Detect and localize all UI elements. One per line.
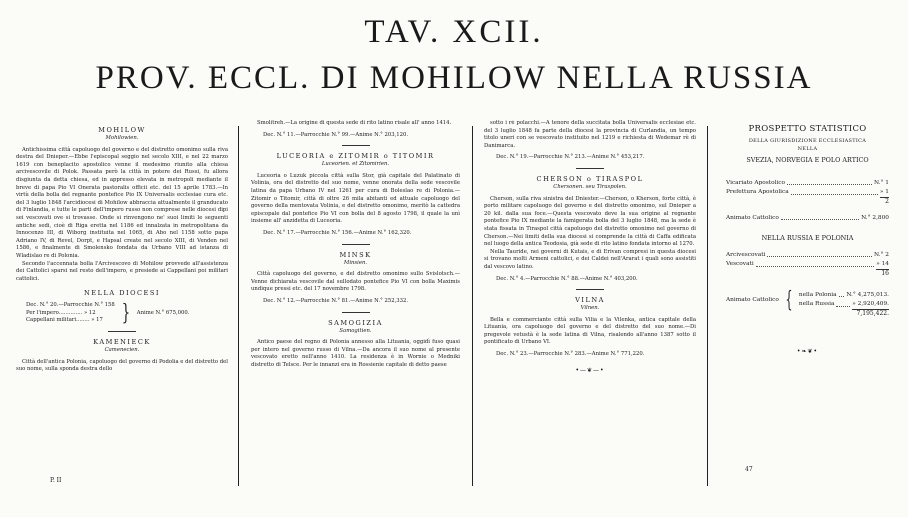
paragraph: Smolitreh.—La origine di questa sede di rito latino risale all' anno 1414. bbox=[257, 120, 452, 126]
stat-line: Dec. N.° 20.—Parrocchie N.° 158 bbox=[26, 302, 115, 309]
column-4-statistics bbox=[720, 120, 895, 500]
section-subtitle: Samogitien. bbox=[339, 327, 372, 334]
brace-icon: { bbox=[785, 288, 793, 314]
stat-line: Dec. N.° 19.—Parrocchie N.° 213.—Anime N.° 453,217. bbox=[496, 154, 645, 161]
section-heading-kamenieck: KAMENIECK bbox=[93, 338, 151, 347]
stat-line: Dec. N.° 12.—Parrocchie N.° 81.—Anime N.° 252,332. bbox=[263, 297, 409, 304]
page-number: 47 bbox=[745, 466, 753, 473]
stats-total: 16 bbox=[881, 269, 889, 277]
section-heading-cherson: CHERSON o TIRASPOL bbox=[536, 174, 644, 183]
ornament-icon: •—❦—• bbox=[575, 366, 605, 374]
section-heading-luceoria: LUCEORIA e ZITOMIR o TITOMIR bbox=[276, 152, 435, 161]
column-1 bbox=[16, 120, 228, 512]
catholic-population: Animato Cattolico { nella Polonia N.° 4,275,013. nella Russia » 2,920,409. bbox=[726, 288, 889, 314]
divider bbox=[576, 168, 604, 169]
section-heading-minsk: MINSK bbox=[339, 250, 372, 259]
paragraph: Antico paese del regno di Polonia annesso alla Lituania, oggidì fuso quasi per intero nel governo russo di Vilna.—Da ancora il suo nome al presente vescovato eretto nell'anno 1410. La residenza è in Wornie o Medniki distretto di Telsce. Per le innanzi era in Rossienie capitale di detto paese bbox=[251, 339, 460, 368]
signature-mark: P. II bbox=[50, 477, 62, 484]
stat-souls: Anime N.° 675,000. bbox=[136, 309, 190, 316]
section-subtitle: Chersonen. seu Tiraspolen. bbox=[553, 183, 627, 190]
stats-row: Vescovati » 14 bbox=[720, 260, 895, 270]
stat-line: Cappellani militari........ » 17 bbox=[26, 317, 103, 324]
divider bbox=[342, 312, 370, 313]
column-3 bbox=[484, 120, 696, 500]
stats-region-russia: NELLA RUSSIA E POLONIA bbox=[761, 233, 854, 242]
stat-line: Dec. N.° 23.—Parrocchie N.° 283.—Anime N.° 771,220. bbox=[496, 351, 645, 358]
stats-row: Arcivescovati N.° 2 bbox=[726, 251, 889, 258]
stats-total: 2 bbox=[885, 198, 889, 205]
stat-line: Dec. N.° 17.—Parrocchie N.° 156.—Anime N.° 162,320. bbox=[263, 229, 412, 236]
page-title: PROV. ECCL. DI MOHILOW NELLA RUSSIA bbox=[95, 60, 813, 96]
column-2 bbox=[251, 120, 460, 500]
paragraph: Antichissima città capoluogo del governo e del distretto omonimo sulla riva destra del Dnieper.—Ebbe l'episcopal seggio nel secolo XIII, e nel 22 marzo 1619 con beneplacito apostolico venne il medesimo riunito alla chiesa arcivescovile di Polok. Passata però la città in potere dei Russi, fu allora disgiunta da detta chiesa, ed in appresso elevata in metropoli mediante il breve di papa Pio VI Onerata pastoralis officii etc. del 15 aprile 1783.—In virtù della bolla del regnante pontefice Pio IX Universalis ecclesiae cura etc. del 3 luglio 1848 l'arcidiocesi di Mohilow abbraccia attualmente il granducato di Finlandia, e tutte le parti dell'impero russo non comprese nelle diocesi dipi sei vescovati ove si trovasse. Onde si rinvengono ne' suoi limiti le seguenti antiche sedi, cioè di Riga eretta nel 1186 ed innalzata in metropolitana da Innocenzo III, di Wiborg instituita nel 1065, di Abo nel 1158 sotto papa Adriano IV, di Revel, Dorpt, e Hapsal create nel secolo XIII, di Venden nel 1586, e finalmente di Smolensko fondata da Urbano VIII ad istanza di Wladislao re di Polonia. bbox=[16, 146, 228, 259]
section-heading-diocese: NELLA DIOCESI bbox=[84, 289, 160, 298]
brace-icon: } bbox=[121, 300, 130, 326]
section-subtitle: Minsien. bbox=[343, 259, 368, 266]
divider bbox=[342, 244, 370, 245]
divider bbox=[108, 331, 136, 332]
stats-row: Vicariato Apostolico N.° 1 bbox=[726, 180, 889, 186]
column-divider bbox=[472, 126, 473, 486]
stats-row: Prefettura Apostolica » 1 bbox=[720, 188, 895, 198]
paragraph: sotto i rè polacchi.—A tenore della succitata bolla Universalis ecclesiae etc. del 3 luglio 1848 fa parte della diocesi la provincia di Curlandia, un tempo titolo uneri con se vescovato instituito nel 1219 e richiesta di Wedemar rè di Danimarca. bbox=[484, 120, 696, 149]
ornament-icon: •❧❦• bbox=[796, 347, 819, 355]
section-heading-mohilow: MOHILOW bbox=[98, 126, 146, 134]
column-divider bbox=[707, 126, 708, 486]
paragraph: Secondo l'accennata bolla l'Arcivescovo di Mohilow provvede all'assistenza dei Cattolici sparsi nel resto dell'impero, e presiede ai Cappellani poi militari cattolici. bbox=[16, 260, 228, 282]
stats-title: PROSPETTO STATISTICO bbox=[748, 124, 867, 134]
section-subtitle: Vilnen. bbox=[580, 305, 600, 312]
diocese-stats bbox=[16, 302, 228, 325]
paragraph: Cherson, sulla riva sinistra del Dniester.—Cherson, o Kherson, forte città, è porto militare capoluogo del governo e del distretto omonimo, sul Dnieper a 20 kil. dalla sua foce.—Questa vescovato deve la sua origine al regnante pontefice Pio IX mediante la famigerata bolla del 3 luglio 1848, ma la sede è stata fissata in Tiraspol città capoluogo del distretto omonimo nel governo di Cherson.—Nei limiti della sua diocesi si comprende la città di Caffa edificata nel luogo della antica Teodosia, già sede di rito latino fondata intorno al 1270. bbox=[484, 195, 696, 248]
stats-region-sweden: SVEZIA, NORVEGIA E POLO ARTICO bbox=[746, 156, 869, 164]
section-subtitle: Camenecien. bbox=[104, 347, 140, 354]
population-total: 7,195,422. bbox=[856, 310, 889, 318]
paragraph: Bella e commerciante città sulla Vilia e la Vilenka, antica capitale della Lituania, ora capoluogo del governo e del distretto del suo nome.—Di pregevole vetustà è la sede latina di Vilna, risalendo all'anno 1387 sotto il pontificato di Urbano VI. bbox=[484, 316, 696, 346]
stats-subtitle: DELLA GIURISDIZIONE ECCLESIASTICA bbox=[748, 138, 867, 144]
paragraph: Nella Tauride, nei governi di Kutais, e di Erivan compresi in questa diocesi si trovano molti Armeni cattolici, e dei Caldei nell'Ararat i quali sono assistiti dal vescovo latino. bbox=[484, 248, 696, 270]
paragraph: Città dell'antica Polonia, capoluogo del governo di Podolia e del distretto del suo nome, sulla sponda destra dello bbox=[16, 358, 228, 373]
plate-number: TAV. XCII. bbox=[364, 14, 544, 50]
stat-line: Dec. N.° 4.—Parrocchie N.° 88.—Anime N.° 403,200. bbox=[496, 275, 638, 282]
section-heading-samogizia: SAMOGIZIA bbox=[328, 318, 383, 327]
divider bbox=[342, 145, 370, 146]
divider bbox=[576, 289, 604, 290]
section-subtitle: Luceorien. et Zitomirien. bbox=[321, 161, 390, 168]
section-heading-vilna: VILNA bbox=[575, 296, 605, 305]
paragraph: Città capoluogo del governo, e del distretto omonimo sullo Svislotsch.—Venne dichiarata vescovile dal sullodato pontefice Pio VI con bolla Maximis undique pressi etc. del 17 novembre 1798. bbox=[251, 271, 460, 293]
section-subtitle: Mohilowien. bbox=[105, 135, 139, 141]
stat-line: Dec. N.° 11.—Parrocchie N.° 99.—Anime N.° 203,120. bbox=[263, 131, 409, 138]
stat-line: Per l'impero.............. » 12 bbox=[26, 309, 96, 316]
stats-subtitle: NELLA bbox=[797, 146, 818, 152]
stats-row: Animato Cattolico N.° 2,800 bbox=[726, 214, 889, 221]
column-divider bbox=[238, 126, 239, 486]
paragraph: Luceoria o Luzuk piccola città sulla Stor, già capitale del Palatinato di Volinia, ora del distretto del suo nome, venne onorata della sede vescovile latina da papa Urbano IV nel 1261 per cura di Boleslao re di Polonia.—Zitomir o Titomir, città di oltre 26 mila abitanti ed attuale capoluogo del governo della mentovata Volinia, e del distretto omonimo, meritò la cattedra episcopale dal pontefice Pio VI con bolla del 8 agosto 1798, il quale la unì insieme all' anzidetta di Luceoria. bbox=[251, 172, 460, 225]
